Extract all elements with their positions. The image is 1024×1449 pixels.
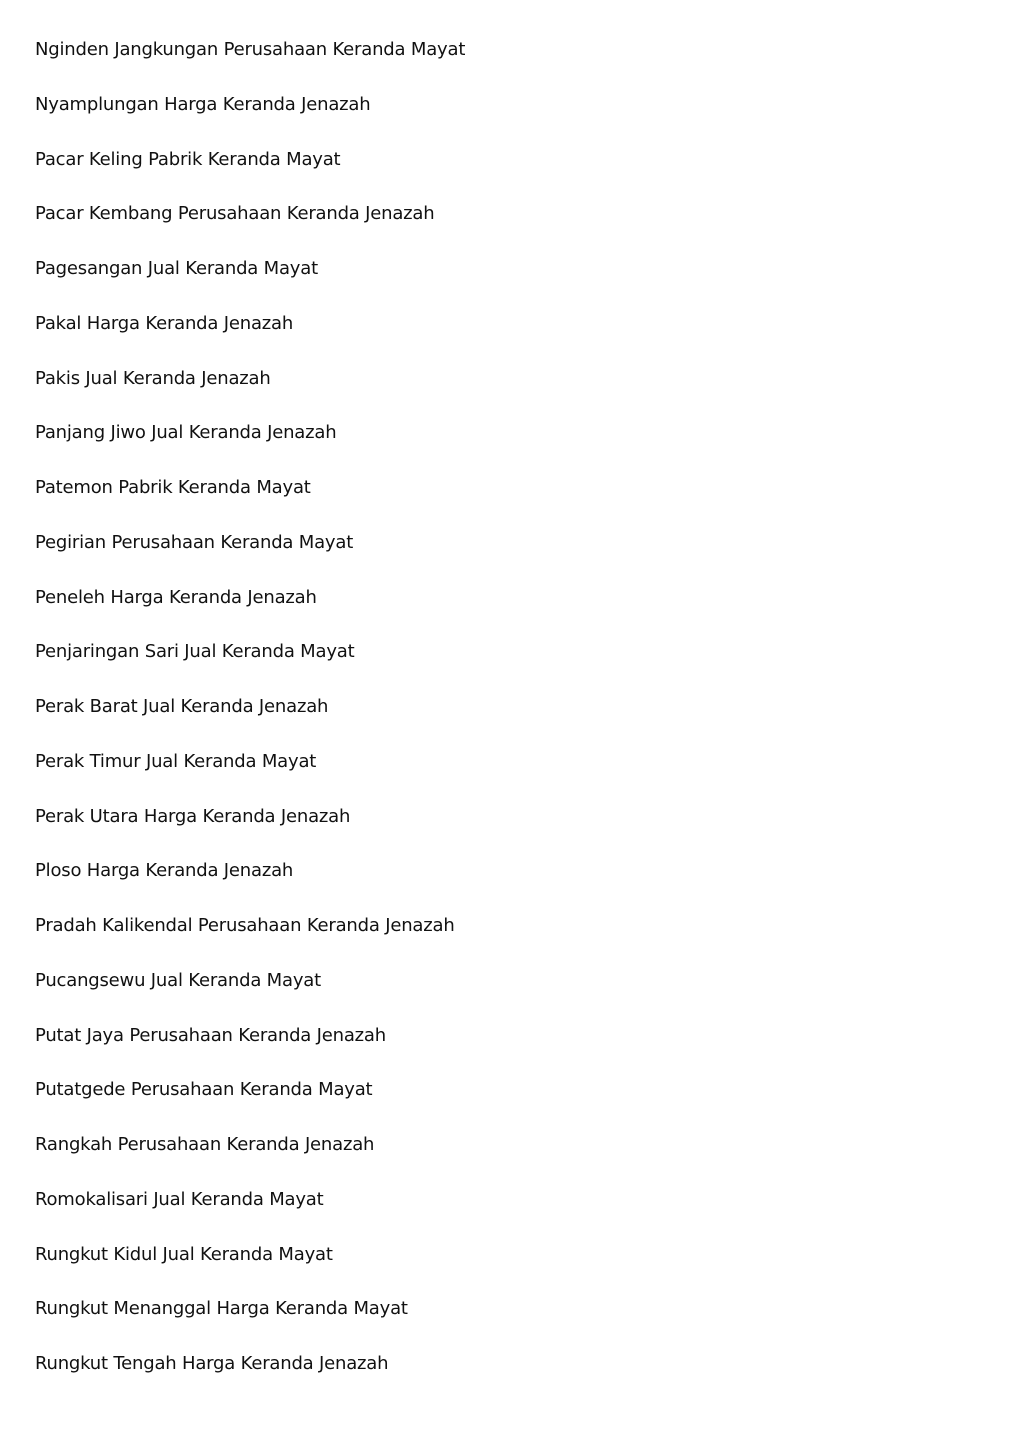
list-item: Pegirian Perusahaan Keranda Mayat: [35, 531, 354, 553]
list-item: Putat Jaya Perusahaan Keranda Jenazah: [35, 1024, 386, 1046]
list-item: Rungkut Tengah Harga Keranda Jenazah: [35, 1353, 389, 1374]
list-item: Panjang Jiwo Jual Keranda Jenazah: [35, 422, 337, 444]
list-item: Rangkah Perusahaan Keranda Jenazah: [35, 1134, 375, 1155]
list-item: Pacar Kembang Perusahaan Keranda Jenazah: [35, 203, 435, 225]
list-item: Nyamplungan Harga Keranda Jenazah: [35, 93, 371, 115]
list-item: Nginden Jangkungan Perusahaan Keranda Mayat: [35, 39, 466, 60]
list-item: Pacar Keling Pabrik Keranda Mayat: [35, 148, 341, 170]
list-item: Perak Barat Jual Keranda Jenazah: [35, 696, 329, 717]
list-item: Romokalisari Jual Keranda Mayat: [35, 1188, 324, 1210]
list-item: Pagesangan Jual Keranda Mayat: [35, 258, 318, 279]
list-item: Pradah Kalikendal Perusahaan Keranda Jenazah: [35, 915, 455, 936]
keyword-list: [35, 38, 465, 1407]
list-item: Perak Utara Harga Keranda Jenazah: [35, 805, 351, 827]
list-item: Pucangsewu Jual Keranda Mayat: [35, 969, 321, 991]
list-item: Rungkut Kidul Jual Keranda Mayat: [35, 1243, 333, 1265]
list-item: Ploso Harga Keranda Jenazah: [35, 860, 294, 882]
list-item: Perak Timur Jual Keranda Mayat: [35, 750, 317, 772]
list-item: Peneleh Harga Keranda Jenazah: [35, 586, 317, 608]
list-item: Pakal Harga Keranda Jenazah: [35, 312, 294, 334]
list-item: Putatgede Perusahaan Keranda Mayat: [35, 1079, 373, 1101]
list-item: Penjaringan Sari Jual Keranda Mayat: [35, 641, 355, 663]
list-item: Patemon Pabrik Keranda Mayat: [35, 477, 311, 498]
list-item: Rungkut Menanggal Harga Keranda Mayat: [35, 1298, 408, 1320]
list-item: Pakis Jual Keranda Jenazah: [35, 367, 271, 389]
